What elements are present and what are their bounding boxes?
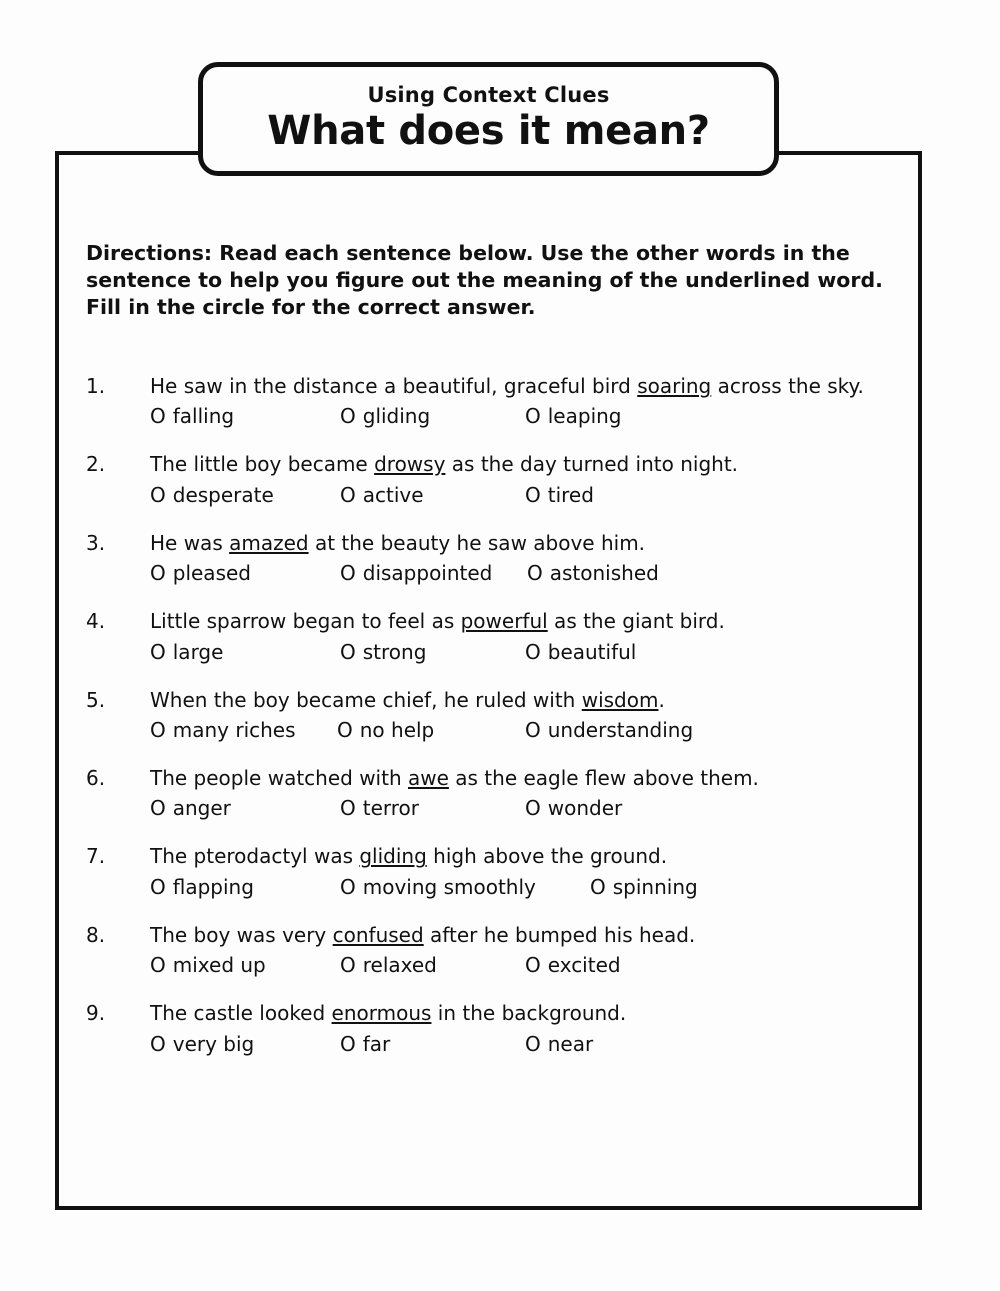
answer-bubble-circle-icon[interactable]: O [340,874,356,899]
answer-option-label: disappointed [362,561,493,586]
answer-bubble-circle-icon[interactable]: O [525,953,541,978]
answer-bubble-circle-icon[interactable]: O [340,561,356,586]
answer-option[interactable] [150,402,234,430]
sentence-text-before: When the boy became chief, he ruled with [150,687,582,712]
answer-option-row [150,873,916,901]
question-number: 7. [86,844,106,869]
answer-option-label: wonder [547,796,623,821]
question-sentence [150,607,870,635]
answer-option[interactable] [150,716,296,744]
sentence-text-after: as the eagle flew above them. [448,765,759,790]
question-sentence [150,372,870,400]
title-banner [198,62,779,176]
sentence-text-after: in the background. [431,1001,627,1026]
answer-option[interactable] [340,951,437,979]
answer-option[interactable] [590,873,698,901]
question-number: 5. [86,687,106,712]
sentence-text-after: as the giant bird. [547,609,725,634]
underlined-vocabulary-word: soaring [637,374,712,398]
answer-bubble-circle-icon[interactable]: O [150,404,166,429]
sentence-text-after: as the day turned into night. [445,452,739,477]
answer-option-label: strong [362,639,427,664]
underlined-vocabulary-word: powerful [460,609,548,634]
answer-option[interactable] [525,794,622,822]
answer-option[interactable] [340,638,426,666]
sentence-text-before: The people watched with [150,765,408,790]
answer-option[interactable] [340,402,430,430]
answer-option-label: large [172,639,224,664]
answer-option-label: anger [172,796,231,821]
question-sentence [150,764,870,792]
question-list [86,372,916,1078]
answer-bubble-circle-icon[interactable]: O [525,717,541,742]
answer-option-label: spinning [612,874,698,899]
answer-bubble-circle-icon[interactable]: O [525,404,541,429]
answer-bubble-circle-icon[interactable]: O [150,953,166,978]
answer-bubble-circle-icon[interactable]: O [340,953,356,978]
answer-bubble-circle-icon[interactable]: O [590,874,606,899]
answer-option-label: near [547,1031,594,1056]
answer-bubble-circle-icon[interactable]: O [150,874,166,899]
answer-option-row [150,559,916,587]
question-item [86,607,916,665]
answer-option[interactable] [525,481,594,509]
answer-option[interactable] [525,402,622,430]
answer-bubble-circle-icon[interactable]: O [150,639,166,664]
sentence-text-before: The pterodactyl was [150,844,360,869]
answer-option-label: desperate [172,482,274,507]
answer-option-label: beautiful [547,639,637,664]
underlined-vocabulary-word: wisdom [581,687,659,712]
underlined-vocabulary-word: awe [407,765,449,790]
question-number: 2. [86,452,106,477]
answer-option-label: terror [362,796,420,821]
answer-option-label: astonished [549,561,659,586]
question-number: 6. [86,765,106,790]
answer-option-label: flapping [172,874,254,899]
answer-option[interactable] [150,638,223,666]
answer-option[interactable] [340,559,492,587]
answer-bubble-circle-icon[interactable]: O [340,482,356,507]
answer-option-label: very big [172,1031,255,1056]
answer-bubble-circle-icon[interactable]: O [337,717,353,742]
answer-option-label: relaxed [362,953,437,978]
answer-option[interactable] [525,716,693,744]
answer-option[interactable] [150,794,231,822]
underlined-vocabulary-word: gliding [359,844,427,869]
question-item [86,450,916,508]
answer-option-label: mixed up [172,953,266,978]
answer-bubble-circle-icon[interactable]: O [525,482,541,507]
answer-option-label: no help [359,717,435,742]
answer-option-row [150,402,916,430]
answer-bubble-circle-icon[interactable]: O [150,796,166,821]
question-number: 1. [86,374,106,398]
answer-option[interactable] [340,1030,390,1058]
answer-option-row [150,481,916,509]
worksheet-title: What does it mean? [267,108,710,155]
sentence-text-after: across the sky. [711,374,864,398]
answer-option-row [150,1030,916,1058]
sentence-text-before: The boy was very [150,922,333,947]
answer-option[interactable] [525,951,621,979]
answer-option-label: tired [547,482,594,507]
question-item [86,529,916,587]
worksheet-subject-label: Using Context Clues [367,83,610,108]
answer-option-label: understanding [547,717,694,742]
answer-option-row [150,716,916,744]
question-sentence [150,999,870,1027]
answer-option[interactable] [525,1030,593,1058]
answer-option-label: pleased [172,561,251,586]
answer-bubble-circle-icon[interactable]: O [340,639,356,664]
answer-option[interactable] [150,559,251,587]
answer-bubble-circle-icon[interactable]: O [525,639,541,664]
answer-bubble-circle-icon[interactable]: O [525,1031,541,1056]
underlined-vocabulary-word: drowsy [374,452,446,477]
question-item [86,764,916,822]
sentence-text-after: after he bumped his head. [423,922,696,947]
answer-option[interactable] [340,873,536,901]
answer-option[interactable] [525,638,636,666]
answer-bubble-circle-icon[interactable]: O [340,796,356,821]
answer-option[interactable] [150,873,254,901]
question-number: 8. [86,922,106,947]
sentence-text-before: The little boy became [150,452,375,477]
question-sentence [150,529,870,557]
answer-option-label: excited [547,953,621,978]
question-number: 9. [86,1001,106,1026]
question-sentence [150,921,870,949]
sentence-text-after: high above the ground. [426,844,668,869]
answer-option[interactable] [340,794,419,822]
answer-option[interactable] [340,481,424,509]
underlined-vocabulary-word: confused [332,922,424,947]
answer-option-label: falling [172,404,235,429]
answer-bubble-circle-icon[interactable]: O [340,404,356,429]
answer-bubble-circle-icon[interactable]: O [150,1031,166,1056]
answer-option-label: far [362,1031,391,1056]
answer-bubble-circle-icon[interactable]: O [340,1031,356,1056]
answer-bubble-circle-icon[interactable]: O [527,561,543,586]
question-sentence [150,450,870,478]
answer-option-row [150,638,916,666]
sentence-text-after: at the beauty he saw above him. [308,530,646,555]
question-item [86,999,916,1057]
answer-option-row [150,951,916,979]
sentence-text-before: Little sparrow began to feel as [150,609,461,634]
question-item [86,686,916,744]
question-item [86,372,916,430]
answer-option-label: moving smoothly [362,874,536,899]
answer-option[interactable] [150,1030,254,1058]
sentence-text-after: . [658,687,665,712]
answer-option-label: many riches [172,717,296,742]
underlined-vocabulary-word: enormous [331,1001,432,1026]
answer-option[interactable] [337,716,434,744]
question-number: 3. [86,530,106,555]
answer-option[interactable] [150,481,274,509]
underlined-vocabulary-word: amazed [229,530,309,555]
question-item [86,921,916,979]
answer-bubble-circle-icon[interactable]: O [150,717,166,742]
directions-text: Directions: Read each sentence below. Use the other words in the sentence to help you figure out the meaning of the underlined word. Fill in the circle for the correct answer. [86,241,883,320]
answer-option[interactable] [150,951,266,979]
answer-option-label: active [362,482,424,507]
sentence-text-before: He was [150,530,230,555]
question-number: 4. [86,609,106,634]
answer-option[interactable] [527,559,659,587]
answer-option-row [150,794,916,822]
question-sentence [150,842,870,870]
sentence-text-before: The castle looked [150,1001,332,1026]
answer-option-label: gliding [362,404,431,429]
answer-option-label: leaping [547,404,622,429]
sentence-text-before: He saw in the distance a beautiful, graceful bird [150,374,638,398]
question-item [86,842,916,900]
answer-bubble-circle-icon[interactable]: O [525,796,541,821]
question-sentence [150,686,870,714]
answer-bubble-circle-icon[interactable]: O [150,561,166,586]
answer-bubble-circle-icon[interactable]: O [150,482,166,507]
